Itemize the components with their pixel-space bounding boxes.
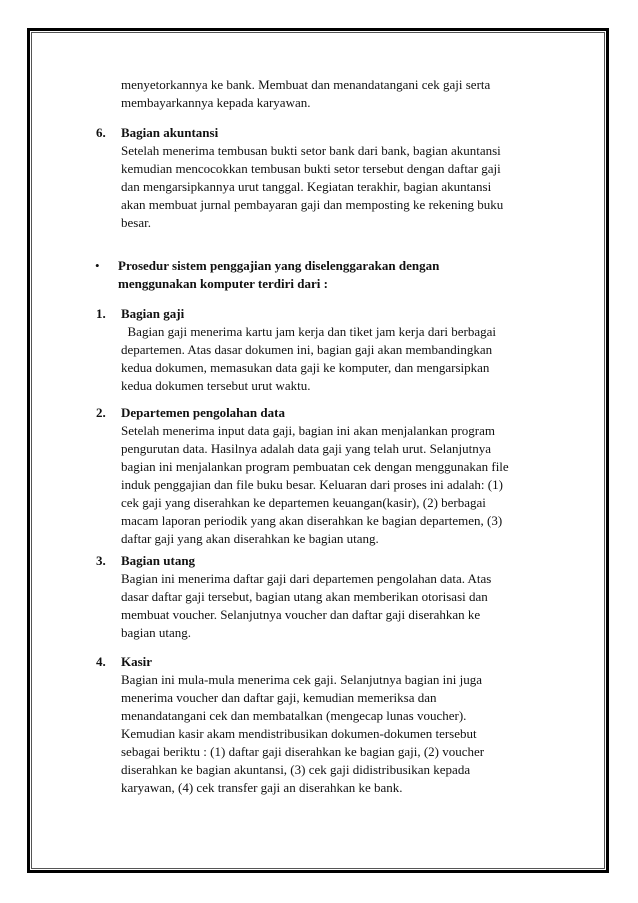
intro-line: menyetorkannya ke bank. Membuat dan menandatangani cek gaji serta <box>121 77 491 92</box>
item-number: 4. <box>96 654 106 669</box>
item-number: 6. <box>96 125 106 140</box>
item-heading: Bagian akuntansi <box>121 125 219 140</box>
item-heading: Kasir <box>121 654 153 669</box>
item-number: 3. <box>96 553 106 568</box>
item-line: bagian ini menjalankan program pembuatan cek dengan menggunakan file <box>121 459 509 474</box>
item-line: Bagian gaji menerima kartu jam kerja dan tiket jam kerja dari berbagai <box>121 324 497 339</box>
item-heading: Bagian gaji <box>121 306 185 321</box>
bullet-line: menggunakan komputer terdiri dari : <box>118 276 328 291</box>
item-line: bagian utang. <box>121 625 192 640</box>
bullet-line: Prosedur sistem penggajian yang diselenggarakan dengan <box>118 258 440 273</box>
item-number: 1. <box>96 306 106 321</box>
item-line: Bagian ini mula-mula menerima cek gaji. Selanjutnya bagian ini juga <box>121 672 483 687</box>
item-line: besar. <box>121 215 151 230</box>
item-heading: Bagian utang <box>121 553 196 568</box>
item-line: akan membuat jurnal pembayaran gaji dan memposting ke rekening buku <box>121 197 504 212</box>
item-line: kedua dokumen tersebut urut waktu. <box>121 378 311 393</box>
item-line: cek gaji yang diserahkan ke departemen keuangan(kasir), (2) berbagai <box>121 495 486 510</box>
item-line: karyawan, (4) cek transfer gaji an diserahkan ke bank. <box>121 780 403 795</box>
item-line: daftar gaji yang akan diserahkan ke bagian utang. <box>121 531 379 546</box>
item-line: menerima voucher dan daftar gaji, kemudian memeriksa dan <box>121 690 437 705</box>
item-number: 2. <box>96 405 106 420</box>
item-line: membuat voucher. Selanjutnya voucher dan daftar gaji diserahkan ke <box>121 607 481 622</box>
item-line: kemudian mencocokkan tembusan bukti setor tersebut dengan daftar gaji <box>121 161 501 176</box>
item-line: Bagian ini menerima daftar gaji dari departemen pengolahan data. Atas <box>121 571 492 586</box>
item-line: Setelah menerima input data gaji, bagian ini akan menjalankan program <box>121 423 495 438</box>
item-line: Kemudian kasir akam mendistribusikan dokumen-dokumen tersebut <box>121 726 477 741</box>
bullet-icon: • <box>95 258 100 273</box>
item-line: macam laporan periodik yang akan diserahkan ke bagian departemen, (3) <box>121 513 503 528</box>
item-heading: Departemen pengolahan data <box>121 405 285 420</box>
item-line: dasar daftar gaji tersebut, bagian utang akan memberikan otorisasi dan <box>121 589 488 604</box>
item-line: departemen. Atas dasar dokumen ini, bagian gaji akan membandingkan <box>121 342 493 357</box>
item-line: dan mengarsipkannya urut tanggal. Kegiatan terakhir, bagian akuntansi <box>121 179 492 194</box>
intro-line: membayarkannya kepada karyawan. <box>121 95 311 110</box>
item-line: sebagai beriktu : (1) daftar gaji diserahkan ke bagian gaji, (2) voucher <box>121 744 485 759</box>
item-line: diserahkan ke bagian akuntansi, (3) cek gaji didistribusikan kepada <box>121 762 471 777</box>
item-line: Setelah menerima tembusan bukti setor bank dari bank, bagian akuntansi <box>121 143 501 158</box>
item-line: pengurutan data. Hasilnya adalah data gaji yang telah urut. Selanjutnya <box>121 441 492 456</box>
item-line: kedua dokumen, memasukan data gaji ke komputer, dan mengarsipkan <box>121 360 490 375</box>
item-line: induk penggajian dan file buku besar. Keluaran dari proses ini adalah: (1) <box>121 477 503 492</box>
item-line: menandatangani cek dan membatalkan (mengecap lunas voucher). <box>121 708 467 723</box>
